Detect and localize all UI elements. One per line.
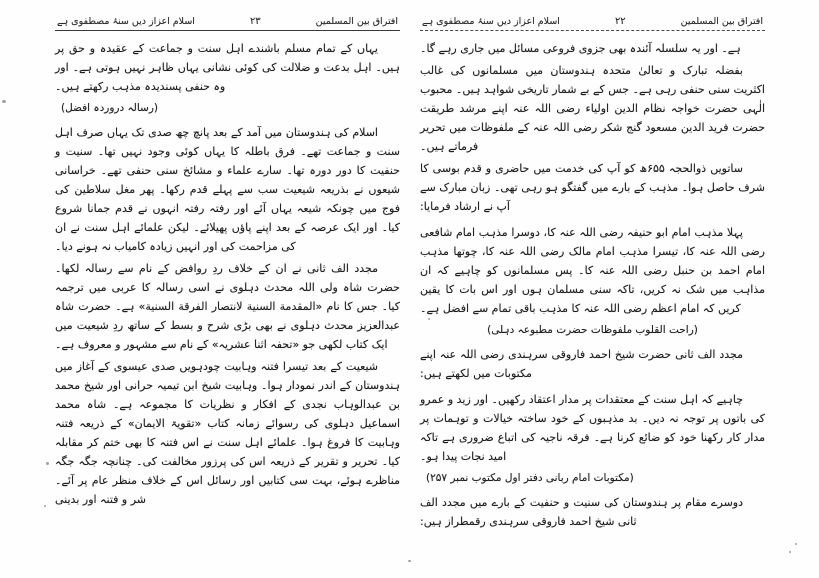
scan-speck bbox=[44, 505, 46, 507]
paragraph: یہاں کے تمام مسلم باشندے اہل سنت و جماعت کے عقیدہ و حق پر ہیں۔ اہل بدعت و ضلالت کی کوئی نشانی یہاں ظاہر نہیں ہوتی ہے۔ اور وہ حنفی پسندیدہ مذہب رکھتے ہیں۔ bbox=[55, 42, 400, 93]
scan-speck bbox=[408, 560, 411, 562]
scan-speck bbox=[789, 551, 791, 553]
paragraph: مجدد الف ثانی حضرت شیخ احمد فاروقی سرہندی رضی اللہ عنہ اپنے مکتوبات میں لکھتے ہیں: bbox=[420, 348, 743, 380]
page-right-header bbox=[420, 12, 765, 30]
page-left-header bbox=[55, 12, 400, 30]
page-right bbox=[420, 12, 765, 568]
paragraph: پہلا مذہب امام ابو حنیفہ رضی اللہ عنہ کا، دوسرا مذہب امام شافعی رضی اللہ عنہ کا، تیسرا مذہب امام مالک رضی اللہ عنہ کا، چوتھا مذہب امام احمد بن حنبل رضی اللہ عنہ کا۔ پس مسلمانوں کو چاہیے کہ ان مذاہب میں شک نہ کریں، تاکہ سنی مسلمان ہوں اور اس بات کا یقین کریں کہ امام اعظم رضی اللہ عنہ کا مذہب باقی تمام سے افضل ہے۔ bbox=[420, 226, 765, 315]
paragraph: چاہیے کہ اہل سنت کے معتقدات پر مدار اعتقاد رکھیں۔ اور زید و عمرو کی باتوں پر توجہ نہ دیں۔ بد مذہبوں کے خود ساختہ خیالات و توہمات پر مدار کار رکھنا خود کو ضائع کرنا ہے۔ فرقہ ناجیہ کی اتباع ضروری ہے تاکہ امید نجات پیدا ہو۔ bbox=[420, 393, 765, 463]
running-title-outer: افتراق بین المسلمین bbox=[680, 16, 763, 27]
paragraph: دوسرے مقام پر ہندوستان کی سنیت و حنفیت کے بارے میں مجدد الف ثانی شیخ احمد فاروقی سرہندی رقمطراز ہیں: bbox=[420, 496, 743, 528]
page-number: ۲۳ bbox=[249, 16, 261, 27]
citation: (رسالہ دروردہ افضل) bbox=[61, 102, 158, 114]
paragraph: ساتویں ذوالحجہ ۶۵۵ھ کو آپ کی خدمت میں حاضری و قدم بوسی کا شرف حاصل ہوا۔ مذہب کے بارے میں گفتگو ہو رہی تھی۔ زبان مبارک سے آپ نے ارشاد فرمایا: bbox=[420, 162, 765, 213]
scan-speck bbox=[428, 318, 430, 320]
page-right-body bbox=[420, 39, 765, 531]
citation: (راحت القلوب ملفوظات حضرت مطبوعہ دہلی) bbox=[487, 324, 698, 336]
page-left bbox=[55, 12, 400, 568]
scan-speck bbox=[795, 543, 797, 545]
running-title-inner: اسلام اعزاز دیں سنۂ مصطفوی ہے bbox=[422, 16, 560, 27]
paragraph: بفضلہ تبارک و تعالیٰ متحدہ ہندوستان میں مسلمانوں کی غالب اکثریت سنی حنفی رہی ہے۔ جس کے بے شمار تاریخی شواہد ہیں۔ محبوب الٰہی حضرت خواجہ نظام الدین اولیاء رضی اللہ عنہ اپنے مرشد طریقت حضرت فرید الدین مسعود گنج شکر رضی اللہ عنہ کے ملفوظات میں تحریر فرماتے ہیں۔ bbox=[420, 64, 765, 153]
running-title-inner: افتراق بین المسلمین bbox=[315, 16, 398, 27]
paragraph: مجدد الف ثانی نے ان کے خلاف ردِ روافض کے نام سے رسالہ لکھا۔ حضرت شاہ ولی اللہ محدث دہلوی نے اسی رسالہ کا عربی میں ترجمہ کیا۔ جس کا نام «المقدمة السنية لانتصار الفرقة السنية» ہے۔ حضرت شاہ عبدالعزیز محدث دہلوی نے بھی بڑی شرح و بسط کے ساتھ ردِ شیعیت میں ایک کتاب لکھی جو «تحفہ اثنا عشریہ» کے نام سے مشہور و معروف ہے۔ bbox=[55, 262, 400, 351]
scan-speck bbox=[2, 100, 6, 103]
citation: (مکتوبات امام ربانی دفتر اول مکتوب نمبر ۲۵۷) bbox=[426, 472, 634, 484]
paragraph: ہے۔ اور یہ سلسلہ آئندہ بھی جزوی فروعی مسائل میں جاری رہے گا۔ bbox=[420, 42, 741, 55]
page-left-body bbox=[55, 39, 400, 509]
page-number: ۲۲ bbox=[614, 16, 626, 27]
header-rule bbox=[55, 30, 400, 31]
paragraph: شیعیت کے بعد تیسرا فتنہ وہابیت چودہویں صدی عیسوی کے آغاز میں ہندوستان کے اندر نمودار ہوا۔ وہابیت شیخ ابن تیمیہ حرانی اور شیخ محمد بن عبدالوہاب نجدی کے افکار و نظریات کا مجموعہ ہے۔ شاہ محمد اسماعیل دہلوی کی رسوائے زمانہ کتاب «تقویۃ الایمان» کے ذریعہ فتنہ وہابیت کا فروغ ہوا۔ علمائے اہل سنت نے اس فتنہ کا بھی ختم کر مقابلہ کیا۔ تحریر و تقریر کے ذریعہ اس کی پرزور مخالفت کی۔ چنانچہ جگہ جگہ مناظرے ہوئے، بہت سی کتابیں اور رسائل اس کے خلاف منظر عام پر آئے۔ شر و فتنہ اور بدینی bbox=[55, 360, 400, 506]
paragraph: اسلام کی ہندوستان میں آمد کے بعد پانچ چھ صدی تک یہاں صرف اہل سنت و جماعت تھے۔ فرق باطلہ کا یہاں کوئی وجود نہیں تھا۔ سنیت و حنفیت کا دور دورہ تھا۔ سارے علماء و مشائخ سنی حنفی تھے۔ خراسانی شیعوں نے بذریعہ شیعیت سب سے پہلے قدم رکھا۔ پھر مغل سلاطین کی فوج میں چونکہ شیعہ یہاں آئے اور رفتہ رفتہ انہوں نے قدم جمانا شروع کیا۔ اور ایک عرصہ کے بعد اپنے پاؤں پھیلائے۔ لیکن علمائے اہل سنت نے ان کی مزاحمت کی اور انہیں زیادہ کامیاب نہ ہونے دیا۔ bbox=[55, 126, 400, 253]
scan-speck bbox=[46, 462, 49, 465]
running-title-outer: اسلام اعزاز دیں سنۂ مصطفوی ہے bbox=[57, 16, 195, 27]
header-rule bbox=[420, 30, 765, 31]
